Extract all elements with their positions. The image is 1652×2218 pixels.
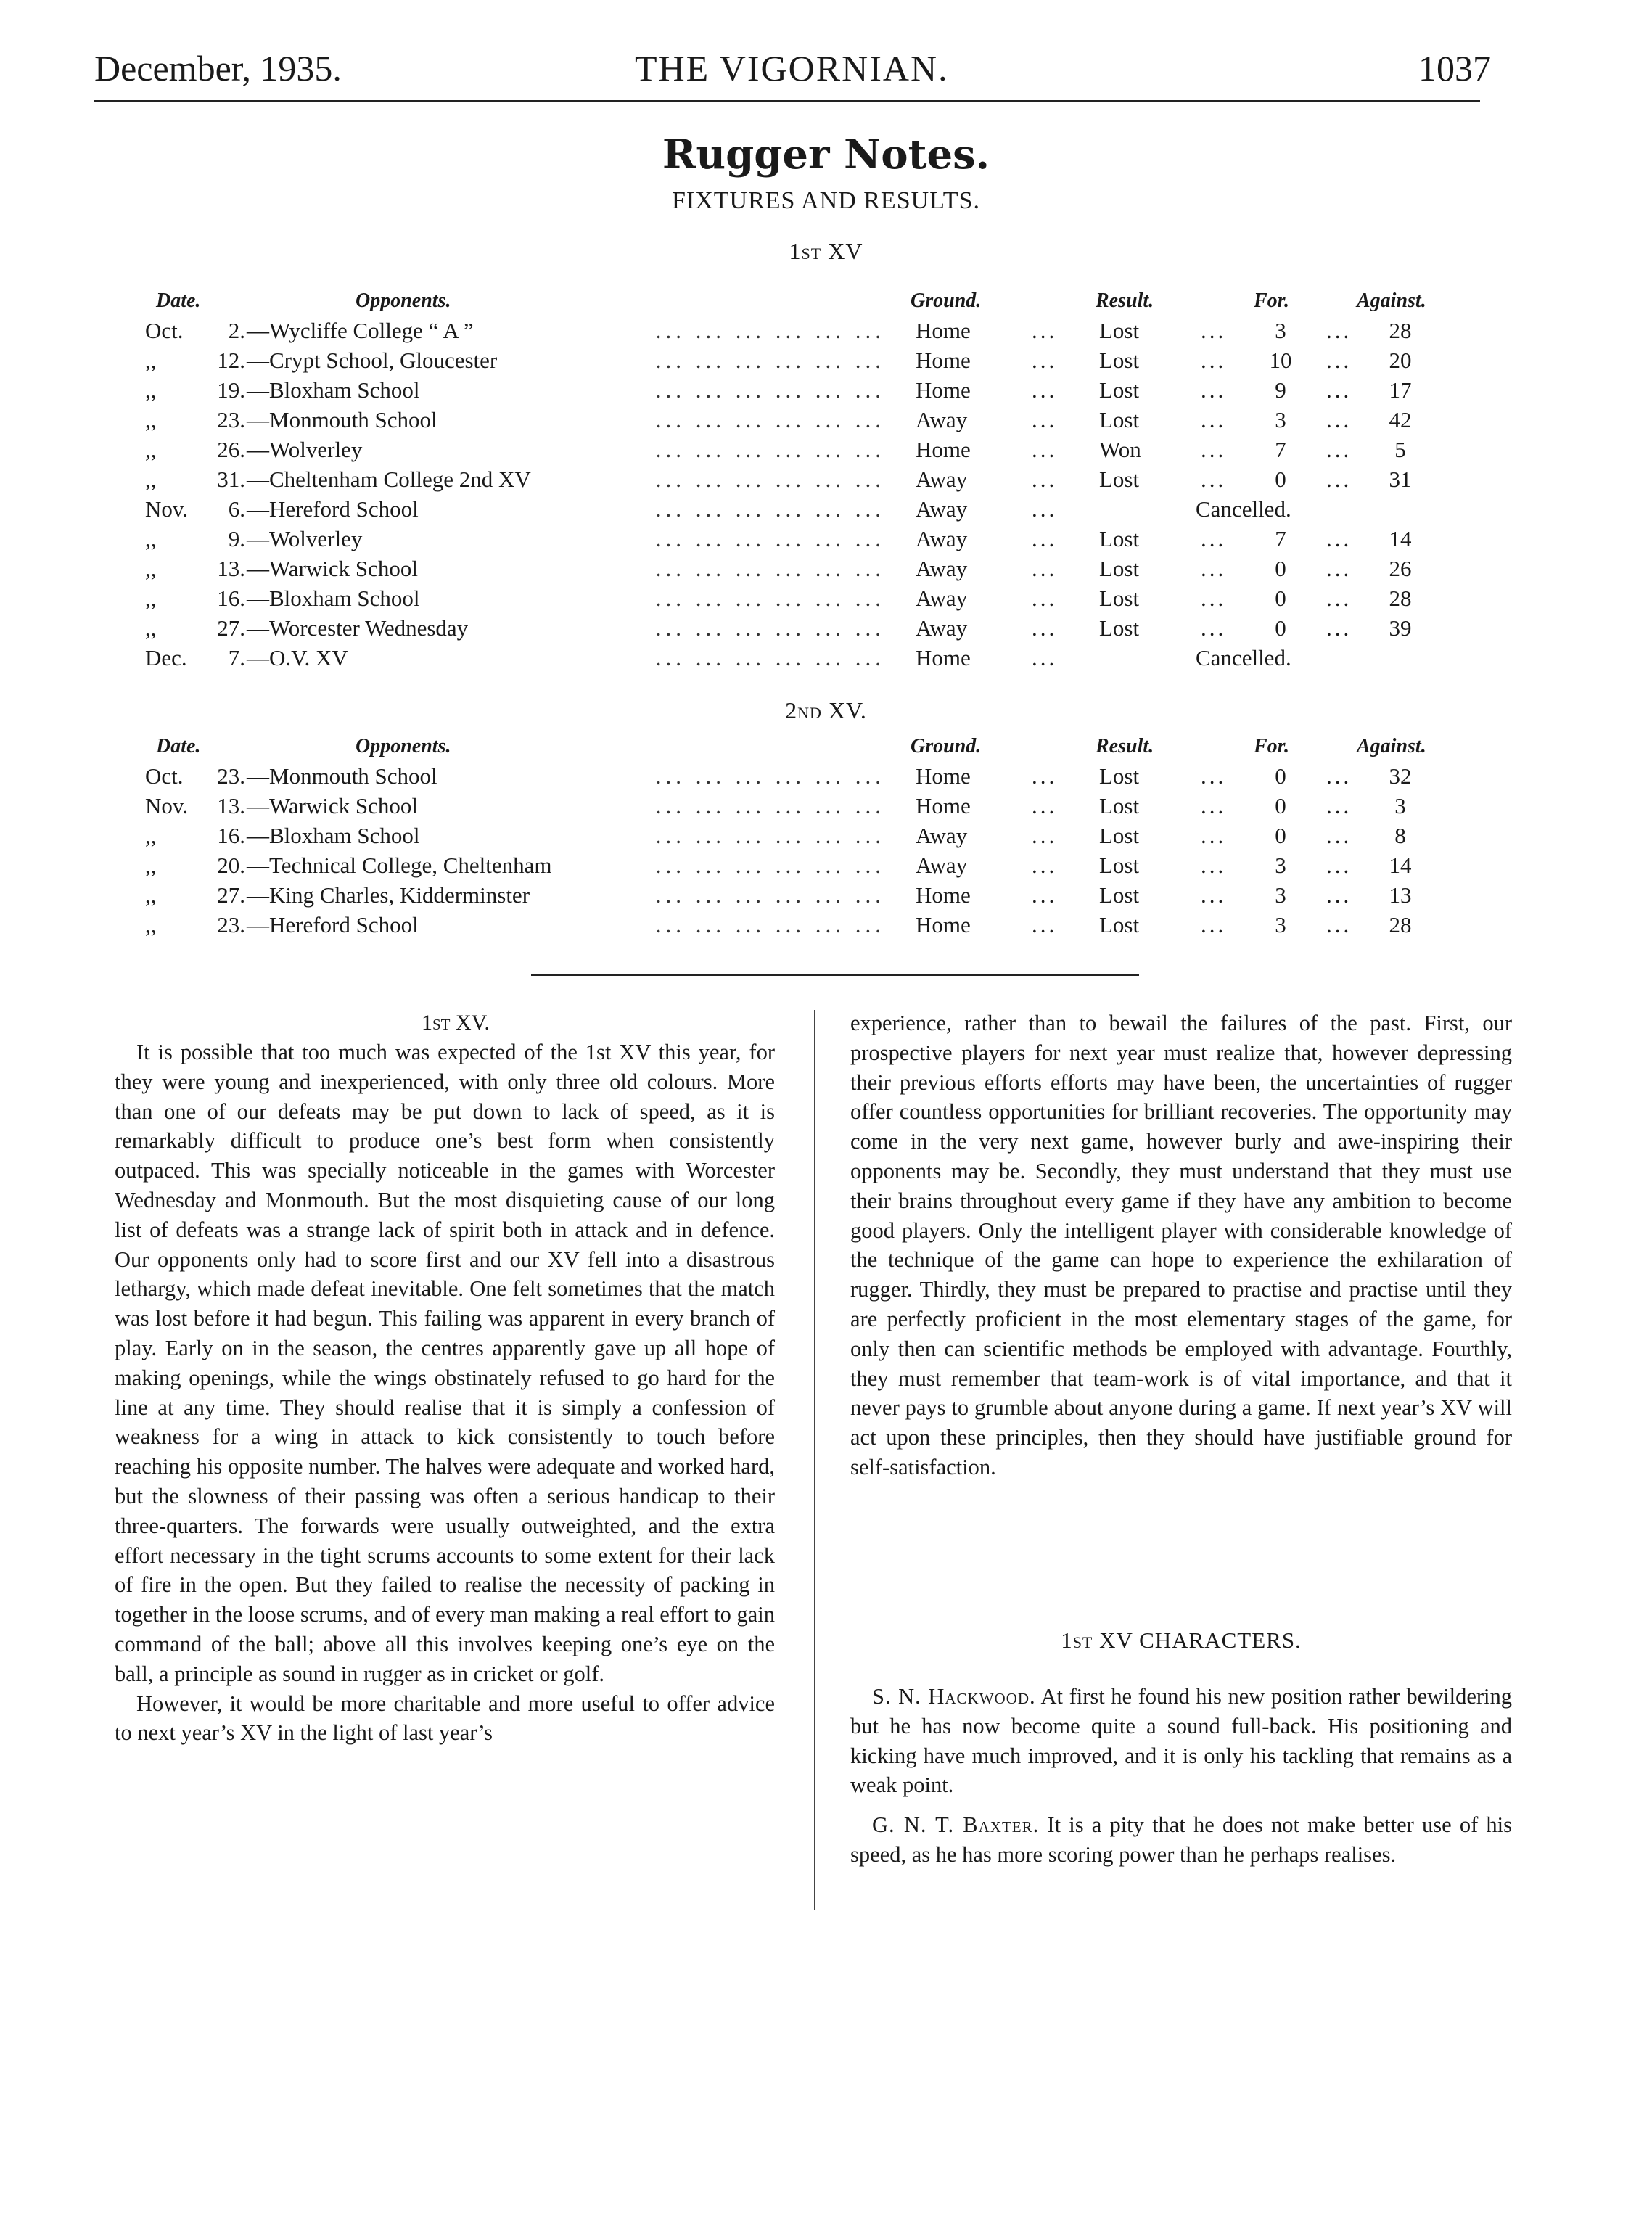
- fixture-score-for: 3: [1275, 912, 1286, 937]
- fixture-row: [0, 821, 1652, 850]
- fixture-result: Lost: [1099, 467, 1140, 492]
- col-against: Against.: [1357, 735, 1426, 757]
- fixture-score-for: 0: [1275, 763, 1286, 789]
- journal-title: THE VIGORNIAN.: [635, 48, 949, 89]
- fixture-month: Oct.: [145, 763, 184, 789]
- fixture-day: 20.: [217, 853, 245, 878]
- fixture-month: ,,: [145, 348, 157, 373]
- col-opponents: Opponents.: [356, 735, 451, 757]
- fixture-month: ,,: [145, 377, 157, 403]
- fixture-score-against: 28: [1389, 912, 1412, 937]
- leader-dots: ... ... ... ... ... ...: [655, 912, 885, 937]
- fixture-day: 13.: [217, 793, 245, 818]
- leader-dots: ...: [1032, 823, 1058, 848]
- fixture-opponent: —Monmouth School: [247, 763, 437, 789]
- fixture-result: Lost: [1099, 348, 1140, 373]
- col-result: Result.: [1096, 289, 1154, 312]
- leader-dots: ...: [1326, 882, 1352, 908]
- fixture-score-for: 0: [1275, 586, 1286, 611]
- col-for: For.: [1254, 289, 1290, 312]
- leader-dots: ...: [1201, 437, 1227, 462]
- fixture-result: Lost: [1099, 615, 1140, 641]
- fixture-opponent: —Bloxham School: [247, 377, 420, 403]
- fixture-score-for: 0: [1275, 615, 1286, 641]
- leader-dots: ...: [1326, 615, 1352, 641]
- second-xv-rows: [0, 761, 1652, 940]
- fixture-result: Lost: [1099, 407, 1140, 432]
- leader-dots: ...: [1326, 318, 1352, 343]
- leader-dots: ... ... ... ... ... ...: [655, 318, 885, 343]
- fixture-note: Cancelled.: [1196, 645, 1291, 670]
- leader-dots: ...: [1032, 437, 1058, 462]
- leader-dots: ... ... ... ... ... ...: [655, 407, 885, 432]
- leader-dots: ...: [1201, 823, 1227, 848]
- fixture-ground: Home: [916, 763, 971, 789]
- leader-dots: ...: [1032, 348, 1058, 373]
- fixture-month: ,,: [145, 407, 157, 432]
- report-heading: 1st XV.: [422, 1011, 490, 1035]
- leader-dots: ...: [1326, 823, 1352, 848]
- col-for: For.: [1254, 735, 1290, 757]
- player-name: G. N. T. Baxter.: [872, 1812, 1040, 1838]
- leader-dots: ...: [1326, 556, 1352, 581]
- fixture-score-against: 13: [1389, 882, 1412, 908]
- fixture-row: [0, 524, 1652, 554]
- fixture-result: Lost: [1099, 318, 1140, 343]
- fixture-row: [0, 345, 1652, 375]
- player-description: At first he found his new position rather bewildering but he has now become quite a sound full-back. His positioning and kicking have much improved, and it is only his tackling that remains as a weak point.: [850, 1684, 1512, 1798]
- col-date: Date.: [156, 735, 201, 757]
- leader-dots: ... ... ... ... ... ...: [655, 556, 885, 581]
- fixture-month: ,,: [145, 437, 157, 462]
- report-paragraph-1: It is possible that too much was expected of the 1st XV this year, for they were young and inexperienced, with only three old colours. More than one of our defeats may be put down to lack of speed, as it is remarkably difficult to produce one’s best form when consistently outpaced. This was specially noticeable in the games with Worcester Wednesday and Monmouth. But the most disquieting cause of our long list of defeats was a strange lack of spirit both in attack and in defence. Our opponents only had to score first and our XV fell into a disastrous lethargy, which made defeat inevitable. One felt sometimes that the match was lost before it had begun. This failing was apparent in every branch of play. Early on in the season, the centres apparently gave up all hope of making openings, while the wings obstinately refused to go hard for the line at any time. They should realise that it is simply a confession of weakness for a wing in attack to kick consistently to touch before reaching his opposite number. The halves were adequate and worked hard, but the slowness of their passing was often a serious handicap to their three-quarters. The forwards were usually outweighted, and the extra effort necessary in the tight scrums accounts to some extent for their lack of fire in the open. But they failed to realise the necessity of packing in together in the loose scrums, and of every man making a real effort to gain command of the ball; above all this involves keeping one’s eye on the ball, a principle as sound in rugger as in cricket or golf.: [115, 1040, 775, 1686]
- col-opponents: Opponents.: [356, 289, 451, 312]
- fixture-opponent: —Cheltenham College 2nd XV: [247, 467, 531, 492]
- col-result: Result.: [1096, 735, 1154, 757]
- leader-dots: ... ... ... ... ... ...: [655, 377, 885, 403]
- fixture-day: 26.: [217, 437, 245, 462]
- leader-dots: ...: [1326, 348, 1352, 373]
- leader-dots: ...: [1201, 467, 1227, 492]
- fixture-score-against: 5: [1394, 437, 1406, 462]
- fixture-score-for: 7: [1275, 437, 1286, 462]
- fixture-opponent: —Hereford School: [247, 496, 419, 522]
- second-xv-table: [0, 731, 1652, 940]
- report-right-column: [850, 1009, 1512, 1482]
- fixture-result: Lost: [1099, 793, 1140, 818]
- fixture-opponent: —Bloxham School: [247, 586, 420, 611]
- fixture-row: [0, 316, 1652, 345]
- leader-dots: ... ... ... ... ... ...: [655, 467, 885, 492]
- issue-date: December, 1935.: [94, 48, 342, 89]
- fixture-score-for: 0: [1275, 556, 1286, 581]
- leader-dots: ...: [1201, 318, 1227, 343]
- leader-dots: ...: [1032, 586, 1058, 611]
- fixture-row: [0, 850, 1652, 880]
- fixture-score-against: 3: [1394, 793, 1406, 818]
- leader-dots: ...: [1032, 526, 1058, 551]
- fixture-opponent: —King Charles, Kidderminster: [247, 882, 530, 908]
- leader-dots: ...: [1032, 853, 1058, 878]
- second-xv-heading: 2nd XV.: [785, 697, 867, 723]
- fixture-ground: Home: [916, 437, 971, 462]
- page-number: 1037: [1418, 48, 1491, 89]
- fixture-ground: Away: [916, 556, 968, 581]
- leader-dots: ... ... ... ... ... ...: [655, 586, 885, 611]
- col-ground: Ground.: [911, 289, 982, 312]
- fixture-score-against: 31: [1389, 467, 1412, 492]
- fixture-result: Lost: [1099, 586, 1140, 611]
- fixture-opponent: —O.V. XV: [247, 645, 348, 670]
- fixture-row: [0, 583, 1652, 613]
- fixture-note: Cancelled.: [1196, 496, 1291, 522]
- fixture-ground: Home: [916, 645, 971, 670]
- leader-dots: ... ... ... ... ... ...: [655, 882, 885, 908]
- fixture-day: 2.: [228, 318, 245, 343]
- fixture-row: [0, 494, 1652, 524]
- fixture-opponent: —Crypt School, Gloucester: [247, 348, 498, 373]
- fixture-ground: Away: [916, 615, 968, 641]
- fixture-score-for: 10: [1269, 348, 1292, 373]
- fixture-score-for: 0: [1275, 467, 1286, 492]
- fixture-day: 6.: [228, 496, 245, 522]
- fixture-score-for: 0: [1275, 793, 1286, 818]
- leader-dots: ...: [1326, 853, 1352, 878]
- fixture-score-for: 3: [1275, 853, 1286, 878]
- leader-dots: ... ... ... ... ... ...: [655, 853, 885, 878]
- leader-dots: ...: [1032, 912, 1058, 937]
- leader-dots: ...: [1201, 556, 1227, 581]
- leader-dots: ...: [1032, 318, 1058, 343]
- leader-dots: ...: [1032, 377, 1058, 403]
- leader-dots: ...: [1201, 586, 1227, 611]
- fixture-score-against: 28: [1389, 318, 1412, 343]
- fixture-ground: Home: [916, 348, 971, 373]
- fixture-ground: Away: [916, 526, 968, 551]
- leader-dots: ...: [1326, 437, 1352, 462]
- fixture-opponent: —Wolverley: [247, 437, 363, 462]
- fixture-score-against: 28: [1389, 586, 1412, 611]
- fixture-result: Lost: [1099, 526, 1140, 551]
- fixture-ground: Away: [916, 496, 968, 522]
- leader-dots: ... ... ... ... ... ...: [655, 823, 885, 848]
- characters-heading: 1st XV CHARACTERS.: [1061, 1627, 1302, 1653]
- fixture-month: ,,: [145, 467, 157, 492]
- leader-dots: ...: [1326, 793, 1352, 818]
- player-description: It is a pity that he does not make better use of his speed, as he has more scoring power than he perhaps realises.: [850, 1812, 1513, 1867]
- fixture-ground: Home: [916, 318, 971, 343]
- fixture-score-against: 42: [1389, 407, 1412, 432]
- first-xv-table: [0, 286, 1652, 673]
- fixture-ground: Away: [916, 407, 968, 432]
- fixture-row: [0, 435, 1652, 464]
- fixture-result: Lost: [1099, 763, 1140, 789]
- report-paragraph-2: However, it would be more charitable and more useful to offer advice to next year’s XV in the light of last year’s: [115, 1691, 775, 1746]
- fixture-day: 9.: [228, 526, 245, 551]
- leader-dots: ...: [1201, 853, 1227, 878]
- leader-dots: ...: [1032, 467, 1058, 492]
- fixture-opponent: —Wycliffe College “ A ”: [247, 318, 474, 343]
- leader-dots: ...: [1032, 407, 1058, 432]
- leader-dots: ... ... ... ... ... ...: [655, 615, 885, 641]
- leader-dots: ...: [1326, 377, 1352, 403]
- fixture-day: 7.: [228, 645, 245, 670]
- leader-dots: ...: [1032, 882, 1058, 908]
- leader-dots: ... ... ... ... ... ...: [655, 793, 885, 818]
- fixture-row: [0, 761, 1652, 791]
- leader-dots: ... ... ... ... ... ...: [655, 348, 885, 373]
- fixture-day: 13.: [217, 556, 245, 581]
- fixture-score-for: 9: [1275, 377, 1286, 403]
- fixture-score-for: 0: [1275, 823, 1286, 848]
- fixture-day: 27.: [217, 615, 245, 641]
- leader-dots: ...: [1032, 645, 1058, 670]
- fixture-row: [0, 791, 1652, 821]
- fixture-month: ,,: [145, 615, 157, 641]
- section-divider: [531, 974, 1139, 976]
- fixture-row: [0, 405, 1652, 435]
- article-subtitle: FIXTURES AND RESULTS.: [672, 187, 980, 214]
- fixture-result: Won: [1099, 437, 1141, 462]
- fixture-day: 12.: [217, 348, 245, 373]
- fixture-row: [0, 613, 1652, 643]
- fixture-ground: Away: [916, 853, 968, 878]
- leader-dots: ...: [1201, 407, 1227, 432]
- fixture-ground: Away: [916, 467, 968, 492]
- fixture-row: [0, 643, 1652, 673]
- col-date: Date.: [156, 289, 201, 312]
- leader-dots: ...: [1201, 912, 1227, 937]
- fixture-ground: Home: [916, 912, 971, 937]
- leader-dots: ... ... ... ... ... ...: [655, 437, 885, 462]
- fixture-score-for: 3: [1275, 407, 1286, 432]
- fixture-month: Oct.: [145, 318, 184, 343]
- leader-dots: ... ... ... ... ... ...: [655, 496, 885, 522]
- leader-dots: ...: [1201, 793, 1227, 818]
- leader-dots: ...: [1032, 793, 1058, 818]
- fixture-result: Lost: [1099, 912, 1140, 937]
- column-divider: [814, 1010, 815, 1910]
- fixture-month: Nov.: [145, 496, 189, 522]
- fixture-day: 16.: [217, 823, 245, 848]
- fixture-score-for: 3: [1275, 318, 1286, 343]
- fixture-day: 23.: [217, 763, 245, 789]
- fixture-opponent: —Monmouth School: [247, 407, 437, 432]
- fixture-score-for: 3: [1275, 882, 1286, 908]
- leader-dots: ... ... ... ... ... ...: [655, 763, 885, 789]
- fixture-score-against: 20: [1389, 348, 1412, 373]
- leader-dots: ...: [1032, 556, 1058, 581]
- fixture-day: 23.: [217, 407, 245, 432]
- leader-dots: ... ... ... ... ... ...: [655, 645, 885, 670]
- leader-dots: ...: [1326, 763, 1352, 789]
- fixture-score-against: 14: [1389, 526, 1412, 551]
- leader-dots: ...: [1201, 763, 1227, 789]
- fixture-result: Lost: [1099, 556, 1140, 581]
- characters-list: [850, 1682, 1512, 1880]
- character-entry: [850, 1810, 1512, 1870]
- fixture-ground: Home: [916, 793, 971, 818]
- fixture-month: ,,: [145, 853, 157, 878]
- character-entry: [850, 1682, 1512, 1800]
- fixture-month: ,,: [145, 823, 157, 848]
- fixture-ground: Away: [916, 586, 968, 611]
- first-xv-heading: 1st XV: [789, 238, 863, 264]
- fixture-result: Lost: [1099, 853, 1140, 878]
- leader-dots: ...: [1032, 615, 1058, 641]
- first-xv-rows: [0, 316, 1652, 673]
- fixture-score-against: 17: [1389, 377, 1412, 403]
- report-paragraph-continued: experience, rather than to bewail the failures of the past. First, our prospective players for next year must realize that, however depressing their previous efforts efforts may have been, the uncertainties of rugger offer countless opportunities for brilliant recoveries. The opportunity may come in the very next game, however burly and awe-inspiring their opponents may be. Secondly, they must understand that they must use their brains throughout every game if they have any ambition to become good players. Only the intelligent player with considerable knowledge of the technique of the game can hope to experience the exhilaration of rugger. Thirdly, they must be prepared to practise and practise until they are perfectly proficient in the most elementary stages of the game, for only then can scientific methods be employed with advantage. Fourthly, they must remember that team-work is of vital importance, and that it never pays to grumble about anyone during a game. If next year’s XV will act upon these principles, then they should have justifiable ground for self-satisfaction.: [850, 1011, 1512, 1479]
- fixture-opponent: —Hereford School: [247, 912, 419, 937]
- fixture-result: Lost: [1099, 377, 1140, 403]
- fixture-opponent: —Warwick School: [247, 556, 418, 581]
- leader-dots: ...: [1201, 348, 1227, 373]
- table-header: [0, 286, 1652, 316]
- fixture-result: Lost: [1099, 823, 1140, 848]
- leader-dots: ...: [1032, 496, 1058, 522]
- fixture-month: ,,: [145, 586, 157, 611]
- fixture-month: ,,: [145, 556, 157, 581]
- fixture-day: 16.: [217, 586, 245, 611]
- table-header: [0, 731, 1652, 761]
- fixture-opponent: —Bloxham School: [247, 823, 420, 848]
- fixture-ground: Away: [916, 823, 968, 848]
- col-against: Against.: [1357, 289, 1426, 312]
- fixture-month: ,,: [145, 526, 157, 551]
- fixture-day: 19.: [217, 377, 245, 403]
- fixture-opponent: —Wolverley: [247, 526, 363, 551]
- leader-dots: ...: [1032, 763, 1058, 789]
- fixture-month: Dec.: [145, 645, 187, 670]
- fixture-day: 31.: [217, 467, 245, 492]
- header-rule: [94, 100, 1480, 102]
- fixture-score-against: 26: [1389, 556, 1412, 581]
- fixture-day: 27.: [217, 882, 245, 908]
- leader-dots: ...: [1326, 586, 1352, 611]
- fixture-result: Lost: [1099, 882, 1140, 908]
- fixture-opponent: —Worcester Wednesday: [247, 615, 469, 641]
- leader-dots: ...: [1201, 882, 1227, 908]
- fixture-row: [0, 375, 1652, 405]
- fixture-row: [0, 910, 1652, 940]
- fixture-score-against: 32: [1389, 763, 1412, 789]
- leader-dots: ...: [1201, 526, 1227, 551]
- leader-dots: ... ... ... ... ... ...: [655, 526, 885, 551]
- leader-dots: ...: [1201, 377, 1227, 403]
- fixture-row: [0, 464, 1652, 494]
- col-ground: Ground.: [911, 735, 982, 757]
- report-left-column: [115, 1009, 775, 1748]
- leader-dots: ...: [1326, 912, 1352, 937]
- fixture-score-against: 14: [1389, 853, 1412, 878]
- fixture-score-for: 7: [1275, 526, 1286, 551]
- leader-dots: ...: [1326, 526, 1352, 551]
- fixture-ground: Home: [916, 882, 971, 908]
- player-name: S. N. Hackwood.: [872, 1684, 1036, 1709]
- fixture-ground: Home: [916, 377, 971, 403]
- fixture-row: [0, 880, 1652, 910]
- fixture-opponent: —Warwick School: [247, 793, 418, 818]
- leader-dots: ...: [1326, 467, 1352, 492]
- fixture-opponent: —Technical College, Cheltenham: [247, 853, 552, 878]
- fixture-score-against: 39: [1389, 615, 1412, 641]
- fixture-month: ,,: [145, 912, 157, 937]
- fixture-day: 23.: [217, 912, 245, 937]
- leader-dots: ...: [1201, 615, 1227, 641]
- leader-dots: ...: [1326, 407, 1352, 432]
- article-title: Rugger Notes.: [662, 131, 990, 178]
- fixture-month: ,,: [145, 882, 157, 908]
- fixture-score-against: 8: [1394, 823, 1406, 848]
- fixture-row: [0, 554, 1652, 583]
- fixture-month: Nov.: [145, 793, 189, 818]
